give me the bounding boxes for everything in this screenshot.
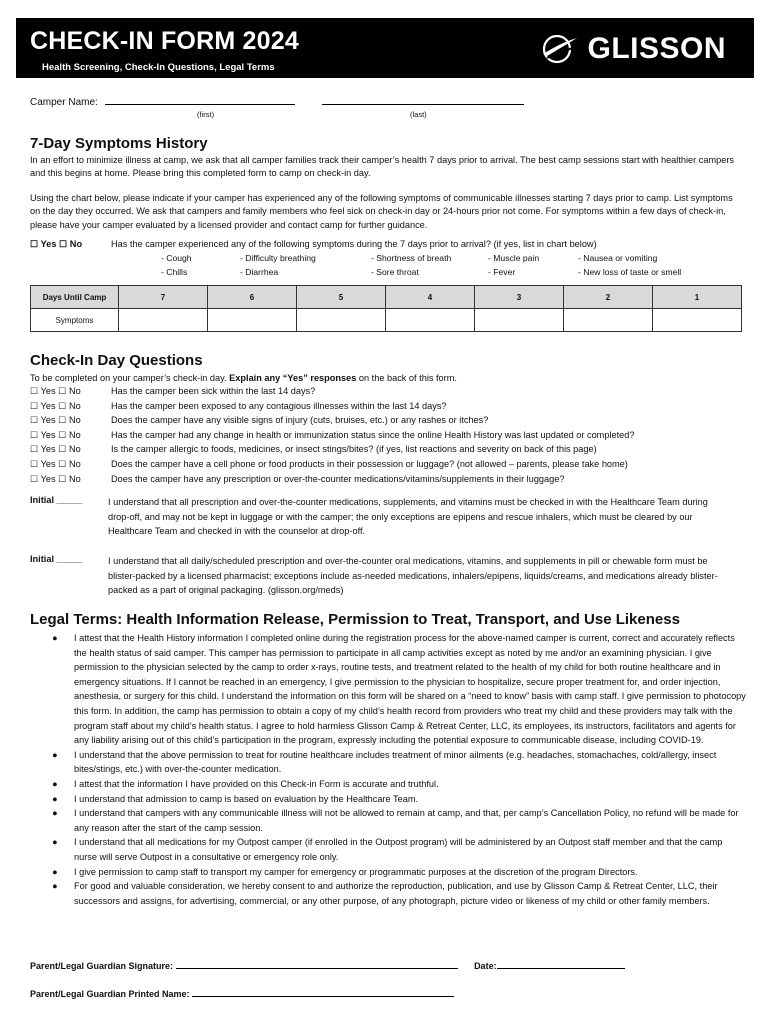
legal-term-text: I attest that the Health History information I completed online during the registration process for the above-named camper is current, correct and accurately reflects the health status of said camper. This camper has permission to participate in all camp activities except as noted by me and/or an examining physician. I give permission to the physician selected by the camp to order x-rays, routine tests, and treatment related to the health of my child for both routine healthcare and in emergency situations. If I cannot be reached in an emergency, I give permission to the physician to hospitalize, secure proper treatment for, and order injection, anesthesia, or surgery for this child. I understand the information on this form will be shared on a “need to know” basis with camp staff. I give permission to photocopy this form. In addition, the camp has permission to obtain a copy of my child’s health record from providers who treat my child and these providers may talk with the program staff about my child’s health status. I agree to hold harmless Glisson Camp & Retreat Center, LLC, its employees, its instructors, facilitators and agents for any liability arising out of this child’s participation in the program, expressly including the potential exposure to communicable disease, including COVID-19. bbox=[74, 633, 746, 746]
guardian-printed-name-field[interactable] bbox=[192, 988, 454, 997]
yes-no-checkboxes[interactable]: ☐ Yes ☐ No bbox=[30, 473, 81, 484]
bullet: ● bbox=[52, 778, 58, 789]
checkin-intro-end: on the back of this form. bbox=[356, 373, 457, 383]
initial-field-2[interactable]: Initial _____ bbox=[30, 554, 83, 564]
day-column-header: 6 bbox=[208, 286, 297, 309]
day-column-header: 2 bbox=[564, 286, 653, 309]
camper-name-label: Camper Name: bbox=[30, 97, 98, 108]
symptom-item: - Fever bbox=[488, 267, 516, 277]
checkin-intro-emphasis: Explain any “Yes” responses bbox=[229, 373, 357, 383]
initial-field-1[interactable]: Initial _____ bbox=[30, 495, 83, 505]
symptom-entry-cell[interactable] bbox=[386, 309, 475, 332]
guardian-signature-label: Parent/Legal Guardian Signature: bbox=[30, 961, 174, 971]
legal-term-text: I give permission to camp staff to transport my camper for emergency or programmatic purposes at the discretion of the program Directors. bbox=[74, 866, 638, 877]
symptom-item: - New loss of taste or smell bbox=[578, 267, 682, 277]
date-field[interactable] bbox=[497, 960, 625, 969]
legal-term-item bbox=[30, 631, 746, 748]
question-text: Has the camper been exposed to any contagious illnesses within the last 14 days? bbox=[111, 400, 447, 411]
yes-no-checkboxes[interactable]: ☐ Yes ☐ No bbox=[30, 429, 81, 440]
checkin-intro bbox=[30, 373, 457, 383]
symptom-item: - Sore throat bbox=[371, 267, 419, 277]
question-text: Is the camper allergic to foods, medicines, or insect stings/bites? (if yes, list reactions and severity on back of this page) bbox=[111, 444, 597, 455]
yes-no-checkboxes[interactable]: ☐ Yes ☐ No bbox=[30, 458, 81, 469]
signature-row bbox=[30, 960, 625, 971]
printed-name-row bbox=[30, 988, 454, 999]
symptom-item: - Cough bbox=[161, 253, 192, 263]
legal-term-text: I understand that campers with any communicable illness will not be allowed to remain at camp, and that, per camp’s Cancellation Policy, no refund will be made for any reason after the start of the camp session. bbox=[74, 808, 739, 833]
last-name-sublabel: (last) bbox=[410, 110, 427, 119]
checkin-question-row bbox=[30, 430, 634, 445]
bullet: ● bbox=[52, 808, 58, 819]
question-text: Has the camper had any change in health or immunization status since the online Health History was last updated or completed? bbox=[111, 429, 635, 440]
checkin-question-row bbox=[30, 386, 634, 401]
glisson-logo-icon bbox=[539, 34, 579, 64]
bullet: ● bbox=[52, 749, 58, 760]
bullet: ● bbox=[52, 837, 58, 848]
yes-no-checkboxes[interactable]: ☐ Yes ☐ No bbox=[30, 400, 81, 411]
legal-term-item bbox=[30, 777, 746, 792]
legal-section-title: Legal Terms: Health Information Release, Permission to Treat, Transport, and Use Likeness bbox=[30, 611, 680, 628]
legal-term-item bbox=[30, 792, 746, 807]
legal-term-text: I understand that admission to camp is based on evaluation by the Healthcare Team. bbox=[74, 793, 419, 804]
legal-term-item bbox=[30, 748, 746, 777]
checkin-question-row bbox=[30, 459, 634, 474]
question-text: Does the camper have a cell phone or food products in their possession or luggage? (not allowed – parents, please take home) bbox=[111, 458, 628, 469]
guardian-printed-name-label: Parent/Legal Guardian Printed Name: bbox=[30, 989, 190, 999]
symptoms-yes-no-checkboxes[interactable]: ☐ Yes ☐ No bbox=[30, 239, 83, 249]
day-column-header: 1 bbox=[653, 286, 742, 309]
legal-term-item bbox=[30, 865, 746, 880]
medication-checkin-statement: I understand that all prescription and over-the-counter medications, supplements, and vitamins must be checked in with the Healthcare Team during drop-off, and may not be kept in luggage or with the camper; the only exceptions are epipens and rescue inhalers, which must be cleared by our Healthcare Team and checked in with the counselor at drop-off. bbox=[108, 497, 708, 537]
symptom-item: - Chills bbox=[161, 267, 188, 277]
yes-no-checkboxes[interactable]: ☐ Yes ☐ No bbox=[30, 444, 81, 455]
symptom-entry-cell[interactable] bbox=[564, 309, 653, 332]
symptom-item: - Diarrhea bbox=[240, 267, 279, 277]
form-subtitle: Health Screening, Check-In Questions, Legal Terms bbox=[42, 62, 275, 73]
days-until-camp-label: Days Until Camp bbox=[31, 286, 119, 309]
symptom-item: - Difficulty breathing bbox=[240, 253, 316, 263]
form-header bbox=[16, 18, 754, 78]
symptoms-chart-entry-row bbox=[31, 309, 742, 332]
bullet: ● bbox=[52, 866, 58, 877]
legal-term-text: For good and valuable consideration, we hereby consent to and authorize the reproduction, publication, and use by Glisson Camp & Retreat Center, LLC, their successors and assigns, for advertising, commercial, or any other purpose, of any photograph, picture video or likeness of my child or other family members. bbox=[74, 881, 718, 906]
symptom-entry-cell[interactable] bbox=[297, 309, 386, 332]
symptom-item: - Nausea or vomiting bbox=[578, 253, 658, 263]
legal-terms-list bbox=[30, 631, 746, 908]
symptom-entry-cell[interactable] bbox=[653, 309, 742, 332]
symptoms-intro-paragraph: In an effort to minimize illness at camp, we ask that all camper families track their camper’s health 7 days prior to arrival. The best camp sessions start with healthier campers and this begins at home. Please bring this completed form to camp on check-in day. bbox=[30, 155, 734, 179]
symptoms-chart-header-row bbox=[31, 286, 742, 309]
checkin-question-row bbox=[30, 444, 634, 459]
camper-name-row bbox=[30, 96, 524, 108]
day-column-header: 3 bbox=[475, 286, 564, 309]
legal-term-item bbox=[30, 835, 746, 864]
checkin-question-row bbox=[30, 415, 634, 430]
legal-term-text: I understand that the above permission to treat for routine healthcare includes treatment of minor ailments (e.g. headaches, stomachaches, cold/allergy, insect bites/stings, etc.) with over-the-counter medication. bbox=[74, 749, 717, 775]
yes-no-checkboxes[interactable]: ☐ Yes ☐ No bbox=[30, 386, 81, 396]
symptoms-row-label: Symptoms bbox=[31, 309, 119, 332]
checkin-question-row bbox=[30, 474, 634, 489]
camper-last-name-field[interactable] bbox=[322, 96, 524, 105]
date-label: Date: bbox=[474, 961, 497, 971]
checkin-questions-list bbox=[30, 386, 634, 488]
bullet: ● bbox=[52, 793, 58, 804]
symptom-entry-cell[interactable] bbox=[119, 309, 208, 332]
symptom-item: - Shortness of breath bbox=[371, 253, 452, 263]
blister-pack-statement: I understand that all daily/scheduled prescription and over-the-counter oral medications, vitamins, and supplements in pill or chewable form must be blister-packed by a licensed pharmacist; exceptions include as-needed medications, inhalers/epipens, liquids/creams, and medications already blister-packed as a part of original packaging. (glisson.org/meds) bbox=[108, 556, 718, 596]
question-text: Does the camper have any visible signs of injury (cuts, bruises, etc.) or any rashes or itches? bbox=[111, 415, 489, 426]
bullet: ● bbox=[52, 633, 58, 643]
legal-term-item bbox=[30, 806, 746, 835]
first-name-sublabel: (first) bbox=[197, 110, 215, 119]
symptom-item: - Muscle pain bbox=[488, 253, 540, 263]
legal-term-text: I understand that all medications for my Outpost camper (if enrolled in the Outpost program) will be administered by an Outpost staff member and that the camp nurse will serve Outpost in a consultative or emergency role only. bbox=[74, 837, 723, 862]
form-title: CHECK-IN FORM 2024 bbox=[30, 27, 299, 55]
day-column-header: 7 bbox=[119, 286, 208, 309]
question-text: Has the camper been sick within the last 14 days? bbox=[111, 386, 316, 396]
checkin-intro-text: To be completed on your camper’s check-in day. bbox=[30, 373, 230, 383]
logo-text: GLISSON bbox=[587, 32, 726, 65]
question-text: Does the camper have any prescription or over-the-counter medications/vitamins/supplements in their luggage? bbox=[111, 473, 565, 484]
bullet: ● bbox=[52, 881, 58, 892]
symptoms-question: Has the camper experienced any of the following symptoms during the 7 days prior to arrival? (if yes, list in chart below) bbox=[111, 239, 597, 249]
legal-term-text: I attest that the information I have provided on this Check-in Form is accurate and truthful. bbox=[74, 778, 439, 789]
symptom-entry-cell[interactable] bbox=[475, 309, 564, 332]
day-column-header: 4 bbox=[386, 286, 475, 309]
symptoms-section-title: 7-Day Symptoms History bbox=[30, 135, 208, 152]
checkin-section-title: Check-In Day Questions bbox=[30, 352, 203, 369]
guardian-signature-field[interactable] bbox=[176, 960, 458, 969]
yes-no-checkboxes[interactable]: ☐ Yes ☐ No bbox=[30, 415, 81, 426]
checkin-question-row bbox=[30, 401, 634, 416]
legal-term-item bbox=[30, 879, 746, 908]
symptoms-instructions-paragraph: Using the chart below, please indicate if your camper has experienced any of the following symptoms of communicable illnesses starting 7 days prior to camp. List symptoms on the day they occurred. We ask that campers and family members who feel sick on check-in day or 24-hours prior not come. For symptoms within a few days of check-in, please have your camper evaluated by a licensed provider and contact camp for further guidance. bbox=[30, 193, 733, 230]
glisson-logo bbox=[539, 34, 726, 64]
day-column-header: 5 bbox=[297, 286, 386, 309]
symptom-entry-cell[interactable] bbox=[208, 309, 297, 332]
symptoms-chart bbox=[30, 285, 742, 332]
camper-first-name-field[interactable] bbox=[105, 96, 295, 105]
